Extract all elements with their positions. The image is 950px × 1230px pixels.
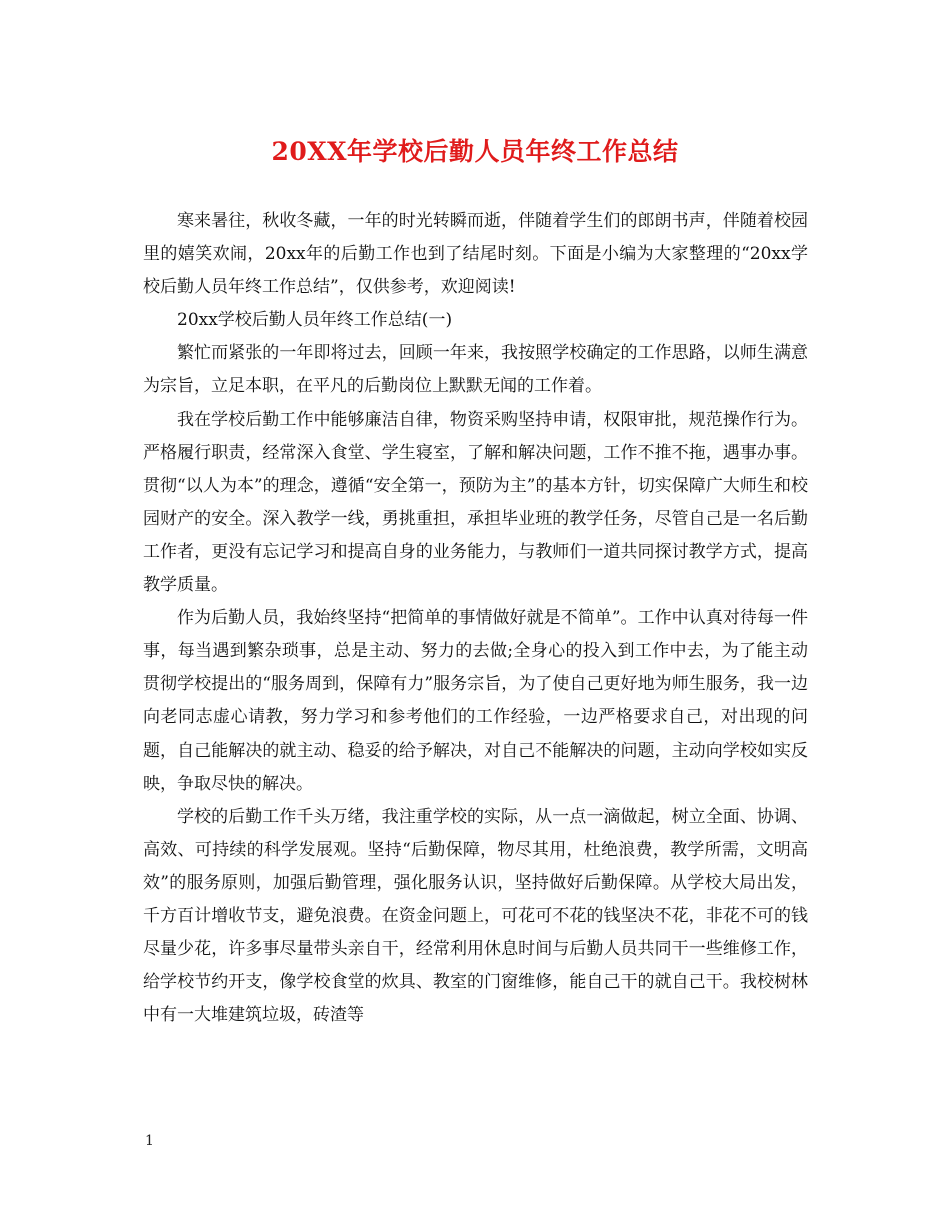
document-title: 20XX年学校后勤人员年终工作总结 bbox=[271, 137, 679, 166]
page-number: 1 bbox=[145, 1133, 154, 1149]
paragraph-intro: 寒来暑往，秋收冬藏，一年的时光转瞬而逝，伴随着学生们的郎朗书声，伴随着校园里的嬉笑欢闹，20xx年的后勤工作也到了结尾时刻。下面是小编为大家整理的“20xx学校后勤人员年终工作总结”，仅供参考，欢迎阅读! bbox=[143, 211, 808, 298]
paragraph: 我在学校后勤工作中能够廉洁自律，物资采购坚持申请，权限审批，规范操作行为。严格履行职责，经常深入食堂、学生寝室，了解和解决问题，工作不推不拖，遇事办事。贯彻“以人为本”的理念，遵循“安全第一，预防为主”的基本方针，切实保障广大师生和校园财产的安全。深入教学一线，勇挑重担，承担毕业班的教学任务，尽管自己是一名后勤工作者，更没有忘记学习和提高自身的业务能力，与教师们一道共同探讨教学方式，提高教学质量。 bbox=[143, 409, 808, 596]
paragraph: 学校的后勤工作千头万绪，我注重学校的实际，从一点一滴做起，树立全面、协调、高效、可持续的科学发展观。坚持“后勤保障，物尽其用，杜绝浪费，教学所需，文明高效”的服务原则，加强后勤管理，强化服务认识，坚持做好后勤保障。从学校大局出发，千方百计增收节支，避免浪费。在资金问题上，可花可不花的钱坚决不花，非花不可的钱尽量少花，许多事尽量带头亲自干，经常利用休息时间与后勤人员共同干一些维修工作，给学校节约开支，像学校食堂的炊具、教室的门窗维修，能自己干的就自己干。我校树林中有一大堆建筑垃圾，砖渣等 bbox=[143, 806, 808, 1026]
document-body bbox=[143, 205, 808, 1032]
section-heading: 20xx学校后勤人员年终工作总结(一) bbox=[177, 310, 453, 331]
paragraph: 作为后勤人员，我始终坚持“把简单的事情做好就是不简单”。工作中认真对待每一件事，每当遇到繁杂琐事，总是主动、努力的去做;全身心的投入到工作中去，为了能主动贯彻学校提出的“服务周到，保障有力”服务宗旨，为了使自己更好地为师生服务，我一边向老同志虚心请教，努力学习和参考他们的工作经验，一边严格要求自己，对出现的问题，自己能解决的就主动、稳妥的给予解决，对自己不能解决的问题，主动向学校如实反映，争取尽快的解决。 bbox=[143, 608, 808, 794]
paragraph: 繁忙而紧张的一年即将过去，回顾一年来，我按照学校确定的工作思路，以师生满意为宗旨，立足本职，在平凡的后勤岗位上默默无闻的工作着。 bbox=[143, 343, 808, 397]
